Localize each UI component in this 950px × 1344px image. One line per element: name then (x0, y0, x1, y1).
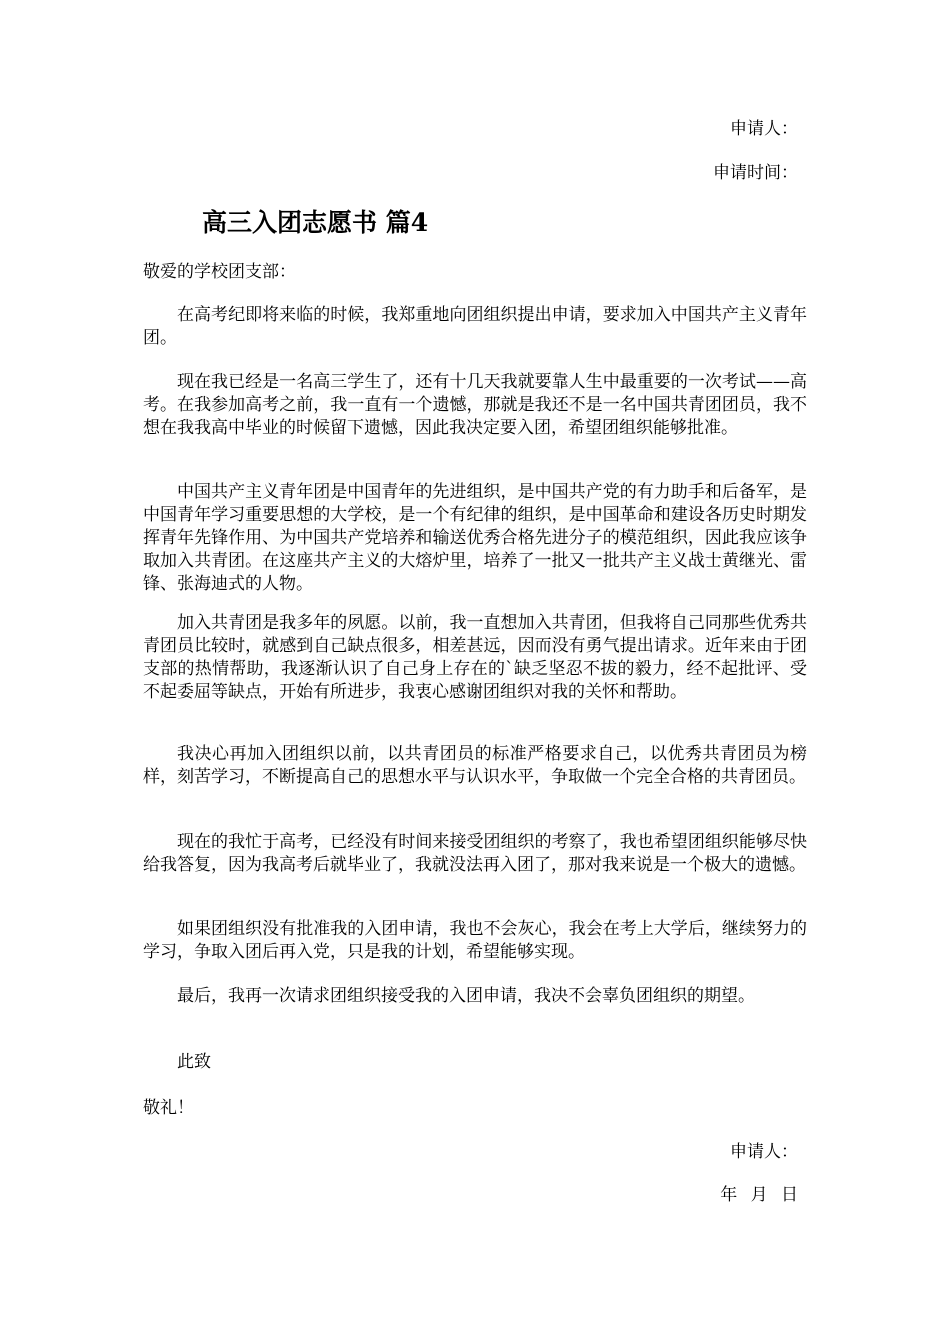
header-applicant-label: 申请人： (730, 119, 798, 139)
salutation (143, 261, 807, 284)
paragraph-4 (143, 612, 807, 704)
paragraph-text: 我决心再加入团组织以前，以共青团员的标准严格要求自己，以优秀共青团员为榜样，刻苦学习，不断提高自己的思想水平与认识水平，争取做一个完全合格的共青团员。 (143, 744, 807, 787)
paragraph-text: 在高考纪即将来临的时候，我郑重地向团组织提出申请，要求加入中国共产主义青年团。 (143, 305, 807, 348)
paragraph-7 (143, 918, 807, 964)
paragraph-text: 加入共青团是我多年的夙愿。以前，我一直想加入共青团，但我将自己同那些优秀共青团员比较时，就感到自己缺点很多，相差甚远，因而没有勇气提出请求。近年来由于团支部的热情帮助，我逐渐认识了自己身上存在的`缺乏坚忍不拔的毅力，经不起批评、受不起委屈等缺点，开始有所进步，我衷心感谢团组织对我的关怀和帮助。 (143, 613, 807, 702)
paragraph-5 (143, 743, 807, 789)
document-title: 高三入团志愿书 篇4 (202, 208, 429, 237)
regards (143, 1097, 807, 1120)
paragraph-8 (143, 985, 807, 1008)
paragraph-3 (143, 481, 807, 596)
paragraph-1 (143, 304, 807, 350)
header-date-label: 申请时间： (713, 163, 798, 183)
closing (143, 1051, 807, 1074)
salutation-text: 敬爱的学校团支部： (143, 262, 296, 282)
paragraph-2 (143, 371, 807, 440)
footer-date-label: 年 月 日 (720, 1185, 798, 1205)
paragraph-6 (143, 831, 807, 877)
closing-text: 此致 (177, 1052, 211, 1072)
paragraph-text: 最后，我再一次请求团组织接受我的入团申请，我决不会辜负团组织的期望。 (177, 986, 755, 1006)
regards-text: 敬礼！ (143, 1098, 194, 1118)
paragraph-text: 如果团组织没有批准我的入团申请，我也不会灰心，我会在考上大学后，继续努力的学习，争取入团后再入党，只是我的计划，希望能够实现。 (143, 919, 807, 962)
paragraph-text: 中国共产主义青年团是中国青年的先进组织，是中国共产党的有力助手和后备军，是中国青年学习重要思想的大学校，是一个有纪律的组织，是中国革命和建设各历史时期发挥青年先锋作用、为中国共产党培养和输送优秀合格先进分子的模范组织，因此我应该争取加入共青团。在这座共产主义的大熔炉里，培养了一批又一批共产主义战士黄继光、雷锋、张海迪式的人物。 (143, 482, 807, 594)
paragraph-text: 现在的我忙于高考，已经没有时间来接受团组织的考察了，我也希望团组织能够尽快给我答复，因为我高考后就毕业了，我就没法再入团了，那对我来说是一个极大的遗憾。 (143, 832, 807, 875)
paragraph-text: 现在我已经是一名高三学生了，还有十几天我就要靠人生中最重要的一次考试——高考。在我参加高考之前，我一直有一个遗憾，那就是我还不是一名中国共青团团员，我不想在我我高中毕业的时候留下遗憾，因此我决定要入团，希望团组织能够批准。 (143, 372, 807, 438)
footer-applicant-label: 申请人： (730, 1142, 798, 1162)
